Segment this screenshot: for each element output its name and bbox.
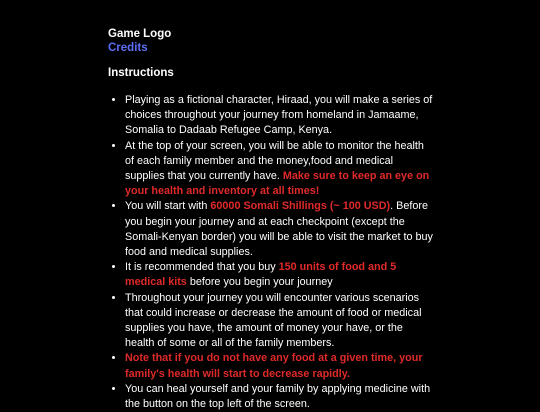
instruction-text: At the top of your screen, you will be able to monitor the health of each family member and the money,food and medical supplies that you currently have. [125, 139, 424, 183]
instruction-text: . Before you begin your journey and at each checkpoint (except the Somali-Kenyan border) you will be able to visit the market to buy food and medical supplies. [125, 200, 433, 259]
game-logo: Game Logo [108, 28, 172, 40]
instruction-text: You can heal yourself and your family by applying medicine with the button on the top left of the screen. [125, 382, 431, 411]
instruction-highlight: Note that if you do not have any food at a given time, your family's health will start to decrease rapidly. [125, 352, 423, 380]
instruction-text: It is recommended that you buy [125, 261, 279, 274]
instruction-text: You will start with [125, 200, 211, 213]
instruction-item-4 [125, 260, 433, 290]
instruction-item-5 [125, 291, 433, 352]
instruction-item-6 [125, 351, 433, 381]
instruction-item-7 [125, 382, 433, 412]
credits-link[interactable]: Credits [108, 42, 148, 54]
instruction-item-3 [125, 199, 433, 260]
instruction-text: before you begin your journey [186, 276, 333, 289]
instruction-highlight: 150 units of food and 5 medical kits [125, 261, 397, 289]
page-content [108, 27, 433, 412]
instructions-heading: Instructions [108, 67, 174, 79]
instruction-highlight: Make sure to keep an eye on your health and inventory at all times! [125, 170, 430, 198]
instruction-text: Playing as a fictional character, Hiraad, you will make a series of choices throughout your journey from homeland in Jamaame, Somalia to Dadaab Refugee Camp, Kenya. [125, 94, 433, 137]
instructions-list [108, 93, 433, 412]
instruction-text: Throughout your journey you will encounter various scenarios that could increase or decrease the amount of food or medical supplies you have, the amount of money your have, or the health of some or all of the family members. [125, 291, 422, 350]
instruction-item-1 [125, 93, 433, 139]
instruction-item-2 [125, 139, 433, 200]
instruction-highlight: 60000 Somali Shillings (~ 100 USD) [210, 200, 391, 213]
